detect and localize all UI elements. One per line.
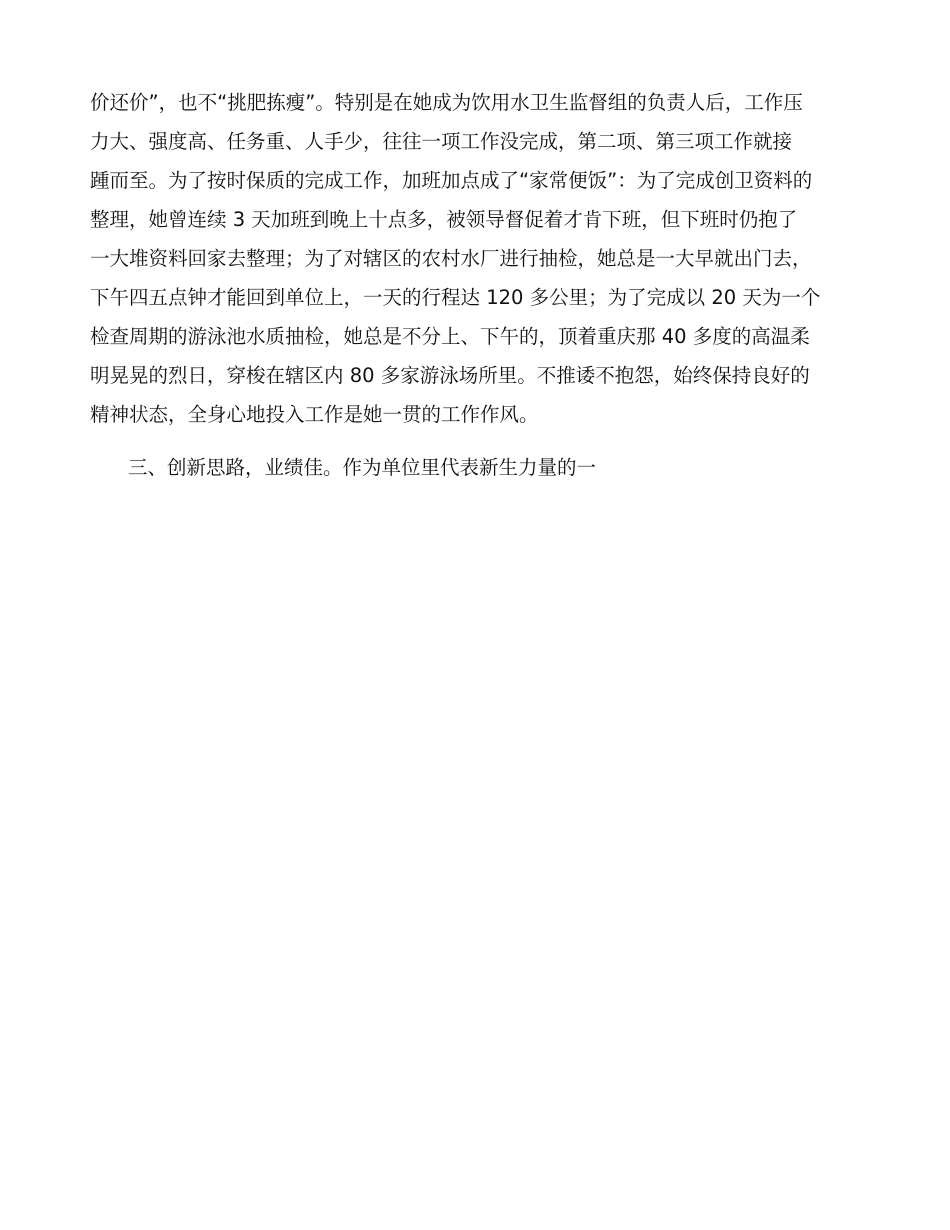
paragraph-1-line-5: 一大堆资料回家去整理；为了对辖区的农村水厂进行抽检，她总是一大早就出门去， (90, 247, 812, 270)
paragraph-1-line-2: 力大、强度高、任务重、人手少，往往一项工作没完成，第二项、第三项工作就接 (90, 130, 793, 153)
paragraph-1-line-9: 精神状态，全身心地投入工作是她一贯的工作作风。 (90, 403, 539, 426)
section-heading-paragraph: 三、创新思路，业绩佳。作为单位里代表新生力量的一 (128, 456, 597, 479)
paragraph-1-line-1: 价还价”，也不“挑肥拣瘦”。特别是在她成为饮用水卫生监督组的负责人后，工作压 (90, 91, 803, 114)
paragraph-1-line-7: 检查周期的游泳池水质抽检，她总是不分上、下午的，顶着重庆那 40 多度的高温柔 (90, 325, 810, 348)
paragraph-1-line-6: 下午四五点钟才能回到单位上，一天的行程达 120 多公里；为了完成以 20 天为一个 (90, 286, 821, 309)
paragraph-1-line-8: 明晃晃的烈日，穿梭在辖区内 80 多家游泳场所里。不推诿不抱怨，始终保持良好的 (90, 364, 810, 387)
paragraph-1-line-4: 整理，她曾连续 3 天加班到晚上十点多，被领导督促着才肯下班，但下班时仍抱了 (90, 208, 798, 231)
paragraph-1-line-3: 踵而至。为了按时保质的完成工作，加班加点成了“家常便饭”：为了完成创卫资料的 (90, 169, 813, 192)
